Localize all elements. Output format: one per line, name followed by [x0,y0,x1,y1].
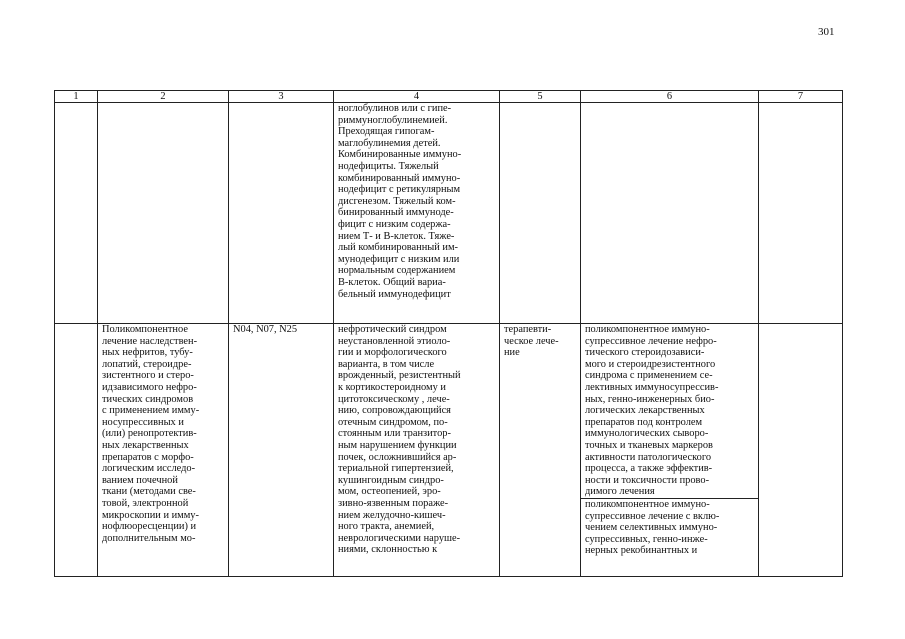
row2-col4-cell [334,324,500,577]
table-row [55,324,843,577]
row1-col6-cell [581,103,759,324]
row2-col3-cell [229,324,334,577]
header-col-5: 5 [500,91,581,103]
row1-col5-cell [500,103,581,324]
row1-col1-cell [55,103,98,324]
page-number: 301 [818,26,835,38]
row2-treatment-type-text: терапевти- ческое лече- ние [504,324,559,359]
row1-col7-cell [759,103,843,324]
row2-col7-cell [759,324,843,577]
row2-col6-cell [581,324,759,577]
row2-method-text-bottom: поликомпонентное иммуно- супрессивное лечение с вклю- чением селективных иммуно- супрессивных, генно-инже- нерных рекобинантных и [585,498,720,557]
row2-col1-cell [55,324,98,577]
row1-col2-cell [98,103,229,324]
row2-icd-codes-text: N04, N07, N25 [233,324,298,335]
table-row [55,103,843,324]
header-col-6: 6 [581,91,759,103]
row2-method-text-top: поликомпонентное иммуно- супрессивное лечение нефро- тического стероидозависи- мого и стероидрезистентного синдрома с применением се- лективных иммуносупрессив- ных, генно-инженерных био- логических лекарственных препаратов под контролем иммунологических сыворо- точных и тканевых маркеров активности патологического процесса, а также эффектив- ности и токсичности прово- димого лечения [581,324,758,499]
header-col-7: 7 [759,91,843,103]
row2-treatment-name-text: Поликомпонентное лечение наследствен- ных нефритов, тубу- лопатий, стероидре- зистентного и стеро- идзависимого нефро- тических синдромов с применением имму- носупрессивных и (или) ренопротектив- ных лекарственных препаратов с морфо- логическим исследо- ванием почечной ткани (методами све- товой, электронной микроскопии и имму- нофлюоресценции) и дополнительным мо- [102,324,200,544]
header-col-1: 1 [55,91,98,103]
header-col-3: 3 [229,91,334,103]
row1-diagnosis-text: ноглобулинов или с гипе- риммуноглобулинемией. Преходящая гипогам- маглобулинемия детей. Комбинированные иммуно- нодефициты. Тяжелый комбинированный иммуно- нодефицит с ретикулярным дисгенезом. Тяжелый ком- бинированный иммуноде- фицит с низким содержа- нием Т- и В-клеток. Тяже- лый комбинированный им- мунодефицит с низким или нормальным содержанием В-клеток. Общий вариа- бельный иммунодефицит [338,103,462,300]
row2-diagnosis-text: нефротический синдром неустановленной этиоло- гии и морфологического варианта, в том числе врожденный, резистентный к кортикостероидному и цитотоксическому , лече- нию, сопровождающийся отечным синдромом, по- стоянным или транзитор- ным нарушением функции почек, осложнившийся ар- териальной гипертензией, кушингоидным синдро- мом, остеопенией, эро- зивно-язвенным пораже- нием желудочно-кишеч- ного тракта, анемией, неврологическими наруше- ниями, склонностью к [338,324,461,556]
header-row [55,91,843,103]
header-col-4: 4 [334,91,500,103]
header-col-2: 2 [98,91,229,103]
row2-col2-cell [98,324,229,577]
document-table [54,90,843,577]
row2-col5-cell [500,324,581,577]
row1-col3-cell [229,103,334,324]
row1-col4-cell [334,103,500,324]
